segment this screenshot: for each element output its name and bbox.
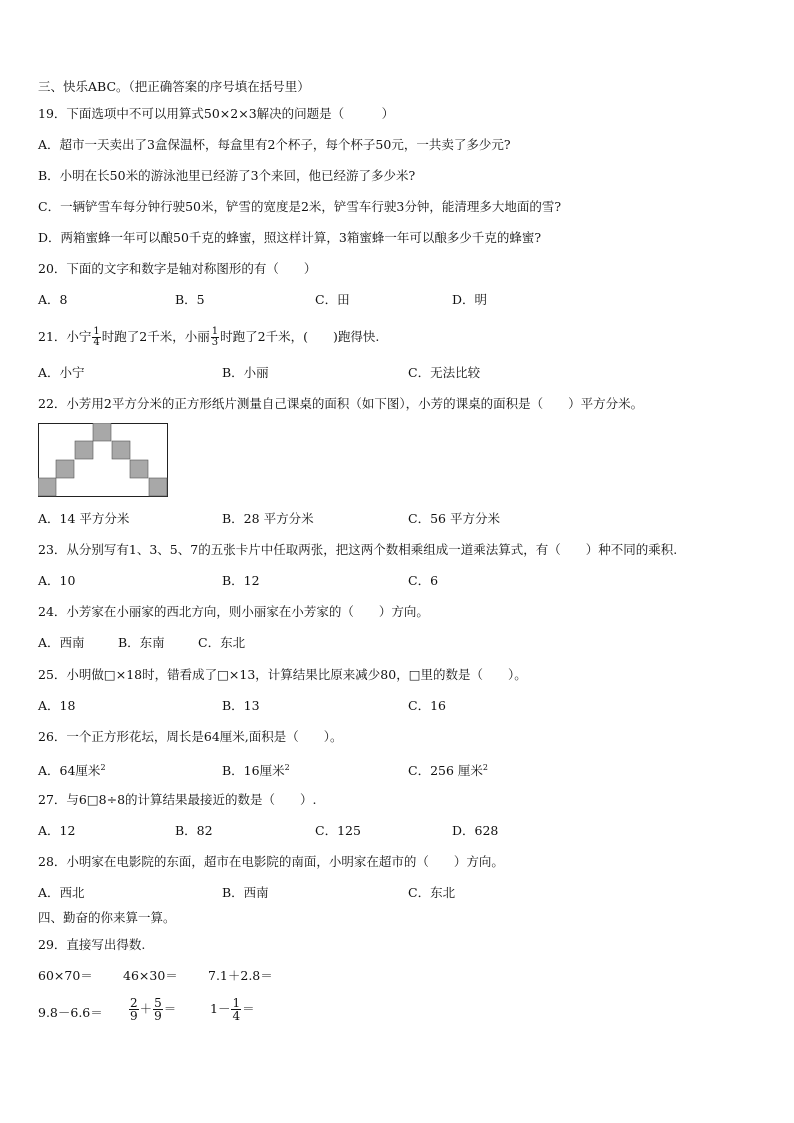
q27-stem: 27．与6□8÷8的计算结果最接近的数是（ ）.	[38, 792, 317, 807]
q23-option-b: B．12	[222, 573, 260, 588]
q28-option-c: C．东北	[408, 885, 456, 900]
q29-expr-5-den-1: 9	[130, 1009, 138, 1023]
q21-fraction-2-numerator: 1	[211, 326, 219, 337]
q29-expr-5-fraction-1	[129, 997, 139, 1022]
q25-option-c: C．16	[408, 698, 446, 713]
q22-option-b: B．28 平方分米	[222, 511, 314, 526]
q21-fraction-2-denominator: 3	[211, 337, 219, 348]
q25-option-b: B．13	[222, 698, 260, 713]
q24-option-c: C．东北	[198, 635, 246, 650]
q26-option-c-text: C．256 厘米	[408, 763, 483, 779]
q29-expr-6	[210, 997, 255, 1022]
q22-option-a: A．14 平方分米	[38, 511, 130, 526]
q21-fraction-1-denominator: 4	[93, 337, 100, 348]
section-3-heading: 三、快乐ABC。（把正确答案的序号填在括号里）	[38, 79, 310, 94]
q20-stem: 20．下面的文字和数字是轴对称图形的有（ ）	[38, 261, 317, 276]
q29-expr-6-num: 1	[232, 996, 241, 1010]
q23-option-a: A．10	[38, 573, 76, 588]
q29-expr-5-operator: ＋	[139, 1001, 153, 1016]
q19-option-c: C．一辆铲雪车每分钟行驶50米，铲雪的宽度是2米，铲雪车行驶3分钟，能清理多大地面的雪?	[38, 199, 562, 214]
q20-option-a: A．8	[38, 292, 68, 307]
q20-option-c: C．田	[315, 292, 350, 307]
q27-option-c: C．125	[315, 823, 361, 838]
tile	[112, 441, 130, 459]
q23-option-c: C．6	[408, 573, 439, 588]
q27-option-d: D．628	[452, 823, 499, 838]
q27-option-a: A．12	[38, 823, 76, 838]
q29-expr-6-fraction	[231, 997, 241, 1022]
q27-option-b: B．82	[175, 823, 213, 838]
q29-expr-5-equals: ＝	[163, 1001, 177, 1016]
q29-expr-1: 60×70＝	[38, 968, 93, 983]
q21-text-2: 时跑了2千米，小丽	[101, 329, 210, 344]
section-4-heading: 四、勤奋的你来算一算。	[38, 910, 176, 925]
q26-option-a-text: A．64厘米	[38, 763, 101, 779]
q24-stem: 24．小芳家在小丽家的西北方向，则小丽家在小芳家的（ ）方向。	[38, 604, 429, 619]
q29-expr-6-equals: ＝	[242, 1001, 255, 1016]
tile	[75, 441, 93, 459]
q29-expr-5-num-1: 2	[130, 996, 138, 1010]
q21-option-b: B．小丽	[222, 365, 269, 380]
q26-option-b-exponent: 2	[284, 763, 290, 772]
q21-fraction-2	[211, 327, 219, 348]
desk-tiles-figure	[38, 423, 170, 499]
tile	[93, 423, 111, 441]
q21-stem	[38, 327, 379, 348]
q21-option-c: C．无法比较	[408, 365, 481, 380]
q19-option-a: A．超市一天卖出了3盒保温杯，每盒里有2个杯子，每个杯子50元，一共卖了多少元?	[38, 137, 511, 152]
q29-expr-2: 46×30＝	[123, 968, 178, 983]
q25-stem: 25．小明做□×18时，错看成了□×13，计算结果比原来减少80，□里的数是（ ）。	[38, 667, 527, 682]
q20-option-b: B．5	[175, 292, 205, 307]
q22-option-c: C．56 平方分米	[408, 511, 500, 526]
q29-expr-3: 7.1＋2.8＝	[208, 968, 273, 983]
q29-expr-5-den-2: 9	[154, 1009, 162, 1023]
q21-text-3: 时跑了2千米，( )跑得快.	[220, 329, 380, 344]
q29-expr-5	[128, 997, 176, 1022]
q26-option-c	[408, 760, 488, 779]
q23-stem: 23．从分别写有1、3、5、7的五张卡片中任取两张，把这两个数相乘组成一道乘法算式，有（ ）种不同的乘积.	[38, 542, 678, 557]
q29-stem: 29．直接写出得数.	[38, 937, 146, 952]
q19-option-b: B．小明在长50米的游泳池里已经游了3个来回，他已经游了多少米?	[38, 168, 416, 183]
q26-option-a-exponent: 2	[100, 763, 106, 772]
q29-expr-5-num-2: 5	[154, 996, 162, 1010]
q26-option-b-text: B．16厘米	[222, 763, 285, 779]
q26-stem: 26．一个正方形花坛，周长是64厘米,面积是（ ）。	[38, 729, 343, 744]
tile	[130, 460, 148, 478]
q28-option-b: B．西南	[222, 885, 269, 900]
q21-fraction-1	[92, 327, 100, 348]
q22-stem: 22．小芳用2平方分米的正方形纸片测量自己课桌的面积（如下图），小芳的课桌的面积是（ ）平方分米。	[38, 396, 644, 411]
q28-option-a: A．西北	[38, 885, 85, 900]
q25-option-a: A．18	[38, 698, 76, 713]
q28-stem: 28．小明家在电影院的东面，超市在电影院的南面，小明家在超市的（ ）方向。	[38, 854, 504, 869]
q29-expr-4: 9.8－6.6＝	[38, 1005, 103, 1020]
q24-option-b: B．东南	[118, 635, 165, 650]
tile	[38, 478, 56, 496]
q29-expr-6-den: 4	[232, 1009, 241, 1023]
q20-option-d: D．明	[452, 292, 488, 307]
q19-stem: 19．下面选项中不可以用算式50×2×3解决的问题是（ ）	[38, 106, 395, 121]
tile	[149, 478, 167, 496]
q26-option-c-exponent: 2	[482, 763, 488, 772]
q21-option-a: A．小宁	[38, 365, 85, 380]
q26-option-b	[222, 760, 290, 779]
q21-text-1: 21．小宁	[38, 329, 92, 344]
tile	[56, 460, 74, 478]
q21-fraction-1-numerator: 1	[93, 326, 100, 337]
q29-expr-5-fraction-2	[153, 997, 163, 1022]
q19-option-d: D．两箱蜜蜂一年可以酿50千克的蜂蜜，照这样计算，3箱蜜蜂一年可以酿多少千克的蜂蜜?	[38, 230, 542, 245]
q24-option-a: A．西南	[38, 635, 85, 650]
q26-option-a	[38, 760, 106, 779]
q29-expr-6-prefix: 1－	[210, 1001, 231, 1016]
